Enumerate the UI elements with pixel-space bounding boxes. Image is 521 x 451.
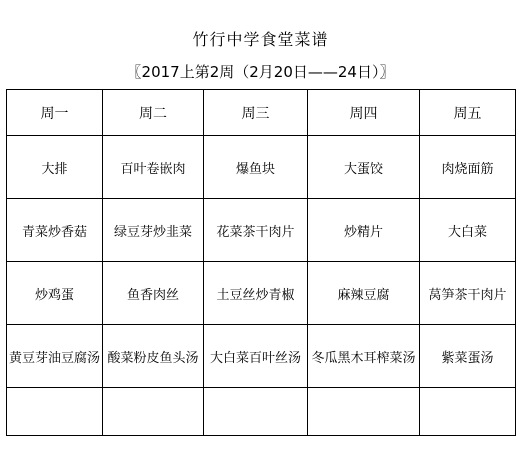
soup-cell: 紫菜蛋汤	[420, 325, 516, 388]
table-header-row	[7, 90, 516, 136]
day-header-wednesday: 周三	[204, 90, 308, 136]
dish-cell: 爆鱼块	[204, 136, 308, 199]
empty-cell	[204, 388, 308, 436]
dish-cell: 百叶卷嵌肉	[103, 136, 204, 199]
day-header-tuesday: 周二	[103, 90, 204, 136]
week-subtitle: 〖2017上第2周（2月20日——24日）〗	[126, 63, 395, 81]
empty-cell	[7, 388, 103, 436]
dish-cell: 炒精片	[308, 199, 420, 262]
day-header-thursday: 周四	[308, 90, 420, 136]
day-header-monday: 周一	[7, 90, 103, 136]
empty-cell	[103, 388, 204, 436]
menu-title: 竹行中学食堂菜谱	[192, 30, 329, 49]
dish-cell: 绿豆芽炒韭菜	[103, 199, 204, 262]
dish-cell: 土豆丝炒青椒	[204, 262, 308, 325]
soup-cell: 冬瓜黑木耳榨菜汤	[308, 325, 420, 388]
day-header-friday: 周五	[420, 90, 516, 136]
table-row	[7, 136, 516, 199]
dish-cell: 大蛋饺	[308, 136, 420, 199]
empty-cell	[420, 388, 516, 436]
soup-cell: 大白菜百叶丝汤	[204, 325, 308, 388]
dish-cell: 青菜炒香菇	[7, 199, 103, 262]
menu-table	[6, 89, 516, 436]
dish-cell: 花菜茶干肉片	[204, 199, 308, 262]
table-row	[7, 199, 516, 262]
soup-cell: 酸菜粉皮鱼头汤	[103, 325, 204, 388]
dish-cell: 莴笋茶干肉片	[420, 262, 516, 325]
soup-cell: 黄豆芽油豆腐汤	[7, 325, 103, 388]
dish-cell: 肉烧面筋	[420, 136, 516, 199]
dish-cell: 鱼香肉丝	[103, 262, 204, 325]
table-row-empty	[7, 388, 516, 436]
table-row	[7, 325, 516, 388]
table-row	[7, 262, 516, 325]
dish-cell: 炒鸡蛋	[7, 262, 103, 325]
dish-cell: 大白菜	[420, 199, 516, 262]
dish-cell: 大排	[7, 136, 103, 199]
empty-cell	[308, 388, 420, 436]
dish-cell: 麻辣豆腐	[308, 262, 420, 325]
